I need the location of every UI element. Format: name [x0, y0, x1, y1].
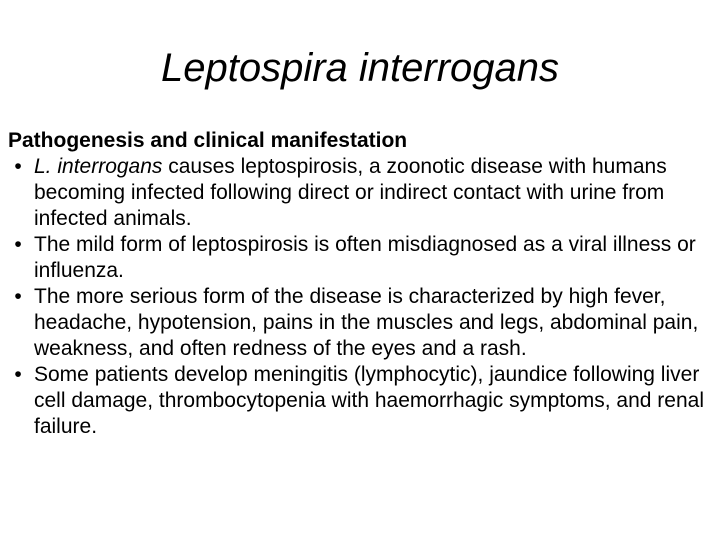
bullet-text: Some patients develop meningitis (lymphocytic), jaundice following liver cell damage, thrombocytopenia with haemorrhagic symptoms, and renal failure.: [34, 363, 705, 438]
bullet-icon: •: [14, 233, 22, 256]
slide-body: [8, 128, 712, 440]
section-heading: Pathogenesis and clinical manifestation: [8, 129, 408, 152]
bullet-icon: •: [14, 155, 22, 178]
bullet-italic-text: L. interrogans: [34, 155, 163, 178]
bullet-icon: •: [14, 363, 22, 386]
bullet-item: [8, 154, 712, 232]
bullet-text: causes leptospirosis, a zoonotic disease with humans becoming infected following direct or indirect contact with urine from infected animals.: [34, 155, 667, 230]
bullet-text: The mild form of leptospirosis is often misdiagnosed as a viral illness or influenza.: [34, 233, 696, 282]
bullet-item: [8, 232, 712, 284]
slide-title: Leptospira interrogans: [160, 46, 560, 90]
bullet-item: [8, 362, 712, 440]
bullet-text: The more serious form of the disease is characterized by high fever, headache, hypotension, pains in the muscles and legs, abdominal pain, weakness, and often redness of the eyes and a rash.: [34, 285, 699, 360]
bullet-item: [8, 284, 712, 362]
bullet-icon: •: [14, 285, 22, 308]
bullet-list: [8, 154, 712, 440]
